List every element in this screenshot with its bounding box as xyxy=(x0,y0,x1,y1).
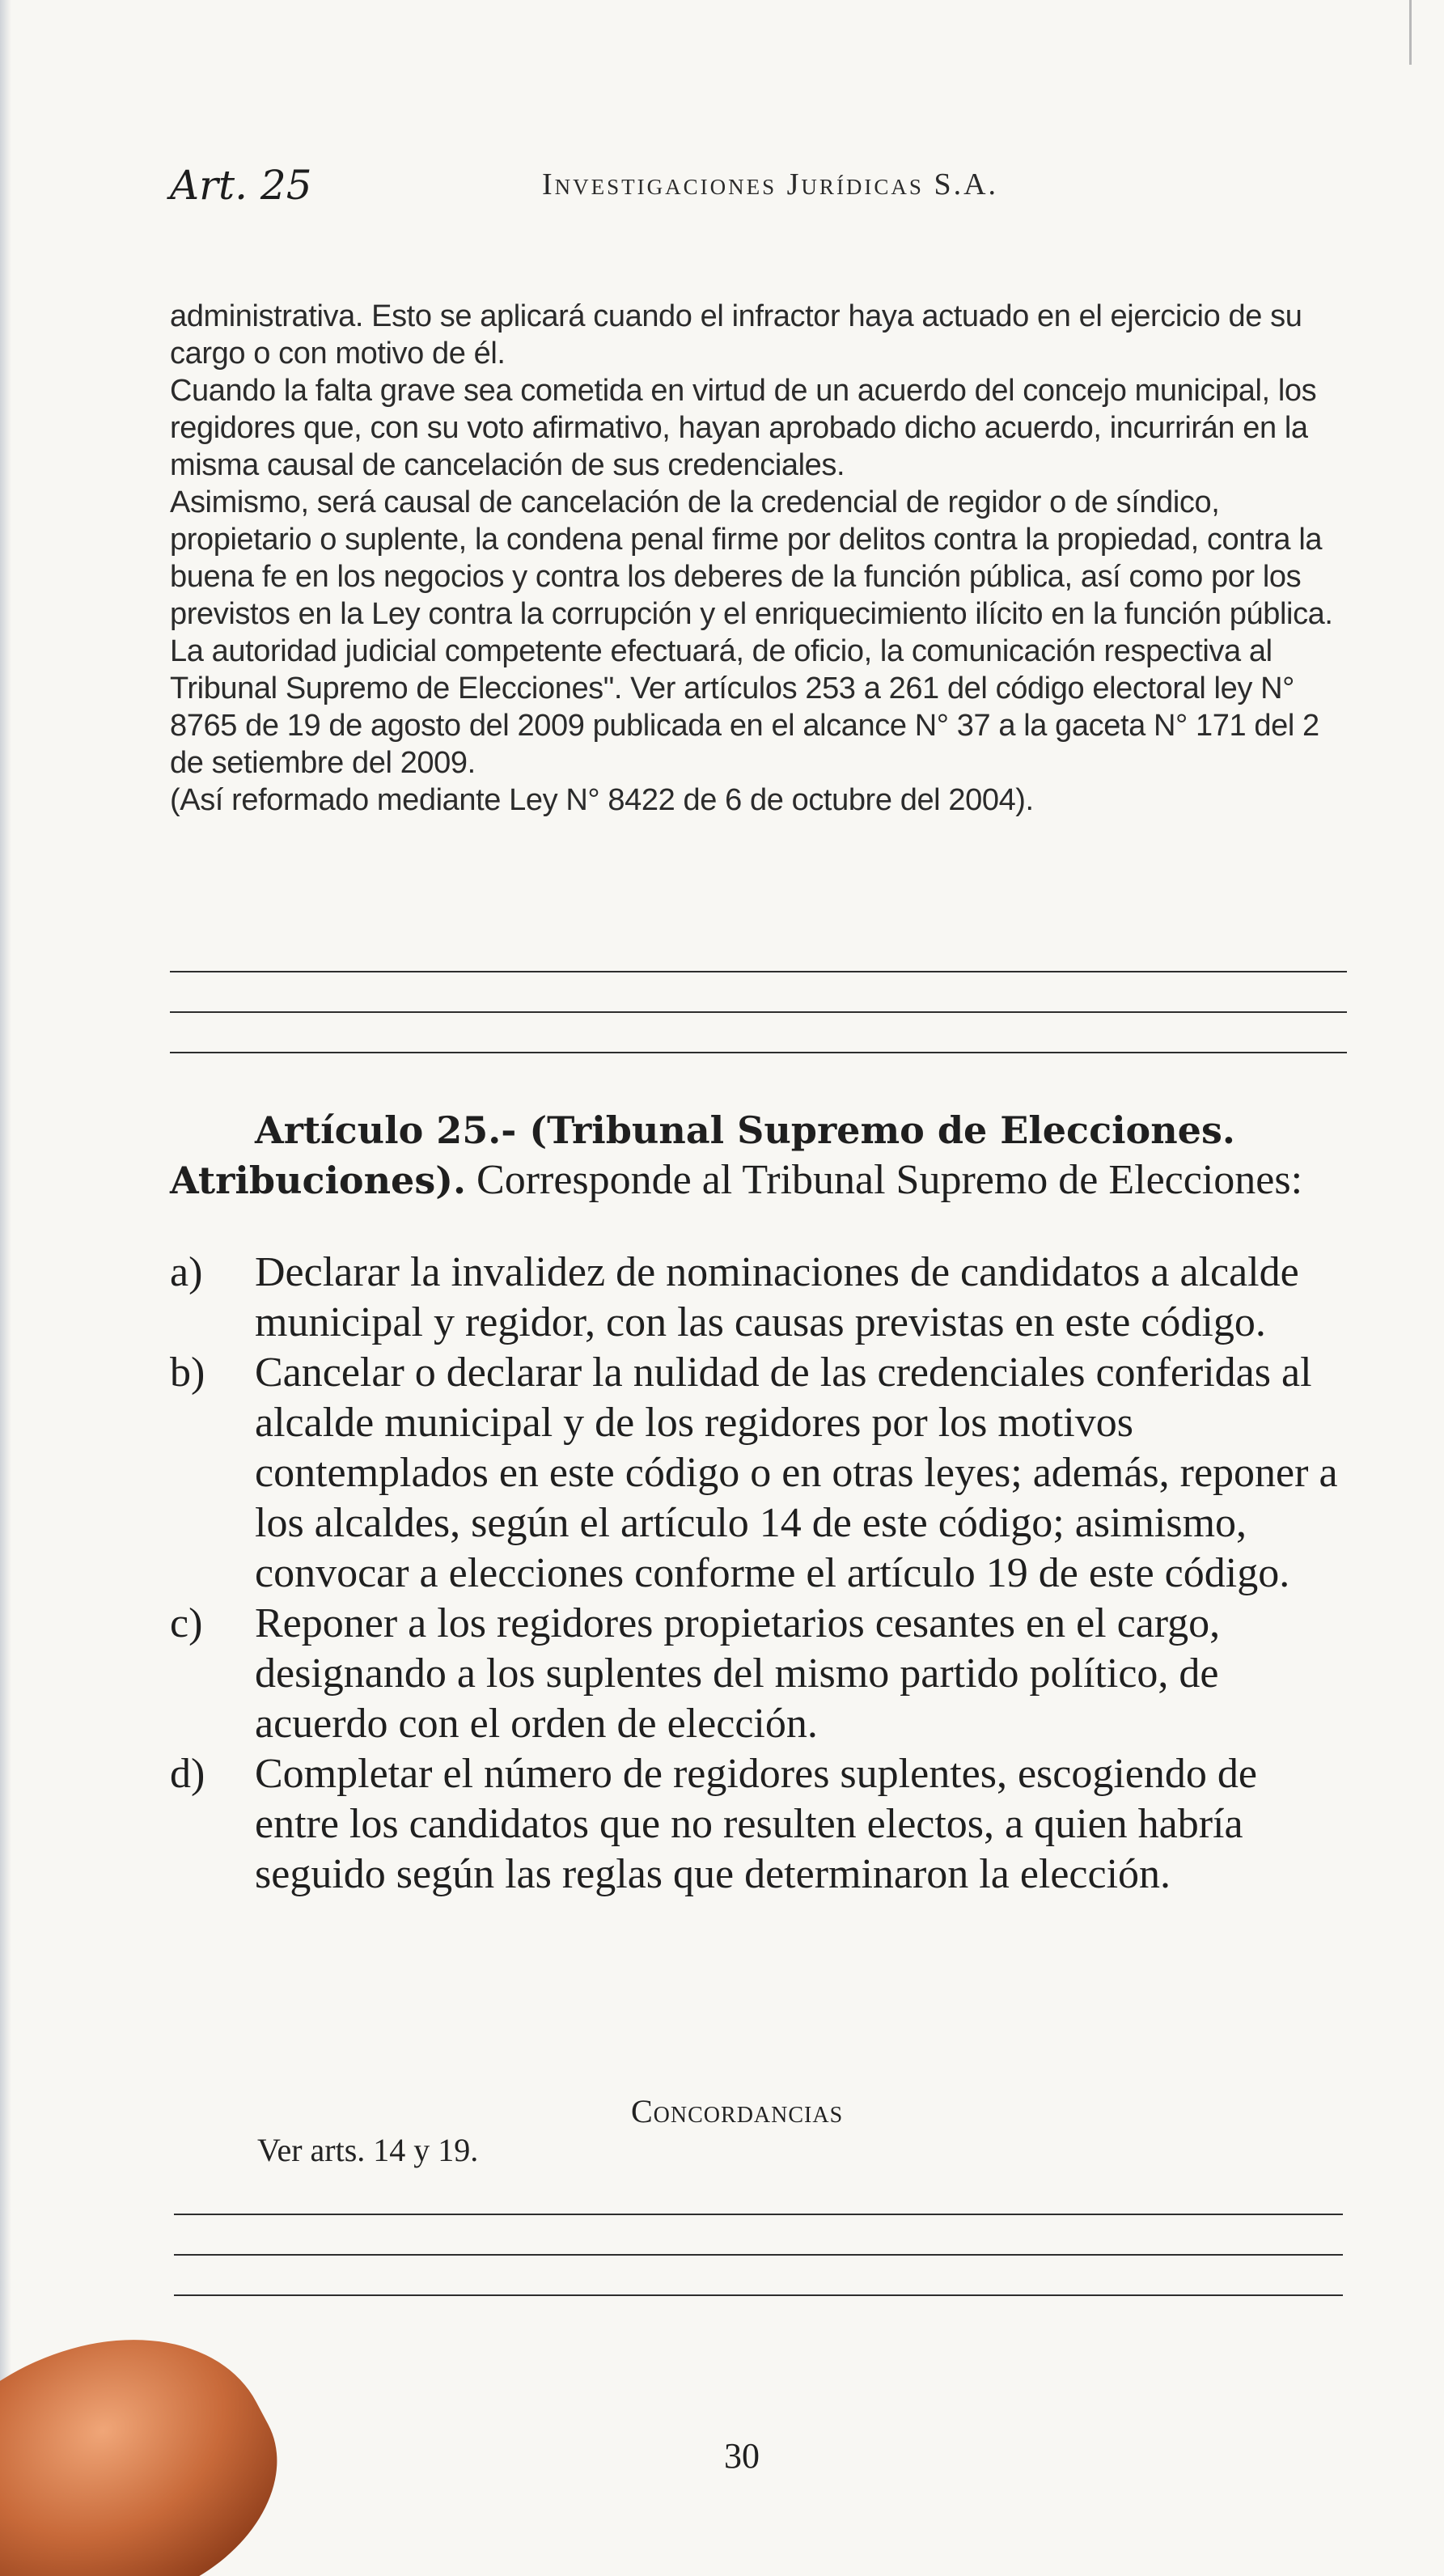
list-item xyxy=(170,1248,1347,1348)
list-marker: a) xyxy=(170,1249,203,1295)
paragraph: Asimismo, será causal de cancelación de la credencial de regidor o de síndico, propietario o suplente, la condena penal firme por delitos contra la propiedad, contra la buena fe en los negocios y contra los deberes de la función pública, así como por los previstos en la Ley contra la corrupción y el enriquecimiento ilícito en la función pública. La autoridad judicial competente efectuará, de oficio, la comunicación respectiva al Tribunal Supremo de Elecciones". Ver artículos 253 a 261 del código electoral ley N° 8765 de 19 de agosto del 2009 publicada en el alcance N° 37 a la gaceta N° 171 del 2 de setiembre del 2009. xyxy=(170,485,1333,780)
concordancias-reference: Ver arts. 14 y 19. xyxy=(257,2132,479,2168)
article-intro: Corresponde al Tribunal Supremo de Elecciones: xyxy=(466,1157,1303,1203)
list-item xyxy=(170,1749,1347,1900)
paragraph: Cuando la falta grave sea cometida en virtud de un acuerdo del concejo municipal, los regidores que, con su voto afirmativo, hayan aprobado dicho acuerdo, incurrirán en la misma causal de cancelación de sus credenciales. xyxy=(170,374,1317,482)
list-item xyxy=(170,1599,1347,1749)
note-line xyxy=(174,2214,1343,2215)
article-items xyxy=(170,1248,1347,1900)
page-corner-mark xyxy=(1409,0,1412,65)
list-item-text: Completar el número de regidores suplentes, escogiendo de entre los candidatos que no resulten electos, a quien habría seguido según las reglas que determinaron la elección. xyxy=(255,1751,1257,1897)
note-line xyxy=(170,971,1347,972)
header-article-number: Art. 25 xyxy=(170,162,312,209)
running-header xyxy=(170,162,1343,227)
article-title: Artículo 25.- (Tribunal Supremo de Elecciones. Atribuciones). xyxy=(170,1108,1235,1202)
paragraph: (Así reformado mediante Ley N° 8422 de 6 de octubre del 2004). xyxy=(170,783,1034,817)
thumb-photo-artifact xyxy=(0,2278,316,2576)
previous-article-text xyxy=(170,298,1351,819)
list-marker: b) xyxy=(170,1349,205,1396)
page-number: 30 xyxy=(724,2436,760,2476)
note-line xyxy=(170,1052,1347,1053)
list-item-text: Declarar la invalidez de nominaciones de candidatos a alcalde municipal y regidor, con las causas previstas en este código. xyxy=(255,1249,1299,1345)
paragraph: administrativa. Esto se aplicará cuando el infractor haya actuado en el ejercicio de su cargo o con motivo de él. xyxy=(170,299,1302,371)
article-heading xyxy=(170,1105,1347,1205)
list-marker: d) xyxy=(170,1751,205,1797)
list-item-text: Cancelar o declarar la nulidad de las credenciales conferidas al alcalde municipal y de los regidores por los motivos contemplados en este código o en otras leyes; además, reponer a los alcaldes, según el artículo 14 de este código; asimismo, convocar a elecciones conforme el artículo 19 de este código. xyxy=(255,1349,1338,1596)
list-item-text: Reponer a los regidores propietarios cesantes en el cargo, designando a los suplentes del mismo partido político, de acuerdo con el orden de elección. xyxy=(255,1600,1221,1747)
concordancias-title: Concordancias xyxy=(631,2093,844,2129)
list-marker: c) xyxy=(170,1600,203,1646)
header-publisher: Investigaciones Jurídicas S.A. xyxy=(542,167,999,201)
list-item xyxy=(170,1348,1347,1599)
note-line xyxy=(174,2254,1343,2256)
note-line xyxy=(174,2294,1343,2296)
note-line xyxy=(170,1011,1347,1013)
article-25 xyxy=(170,1105,1347,1900)
page-spine-shadow xyxy=(0,0,11,2576)
